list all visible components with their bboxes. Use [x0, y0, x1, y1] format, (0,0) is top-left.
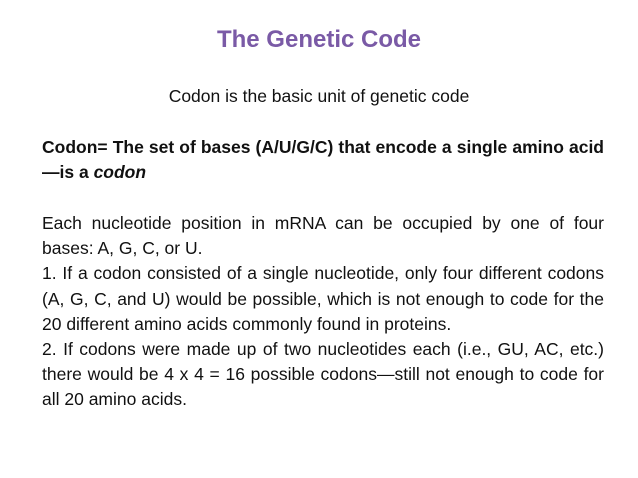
slide-title: The Genetic Code [216, 26, 422, 53]
slide-subtitle: Codon is the basic unit of genetic code [168, 86, 470, 106]
paragraph-two-nucleotides: 2. If codons were made up of two nucleotides each (i.e., GU, AC, etc.) there would be 4 x 4 = 16 possible codons—still not enough to code for all 20 amino acids. [42, 339, 604, 410]
paragraph-nucleotide-positions: Each nucleotide position in mRNA can be occupied by one of four bases: A, G, C, or U. [42, 213, 604, 259]
codon-definition [42, 135, 604, 185]
paragraph-single-nucleotide: 1. If a codon consisted of a single nucleotide, only four different codons (A, G, C, and U) would be possible, which is not enough to code for the 20 different amino acids commonly found in proteins. [42, 263, 604, 334]
body-text [42, 211, 604, 413]
definition-text: Codon= The set of bases (A/U/G/C) that encode a single amino acid—is a [42, 137, 604, 182]
definition-emphasis: codon [93, 162, 147, 182]
